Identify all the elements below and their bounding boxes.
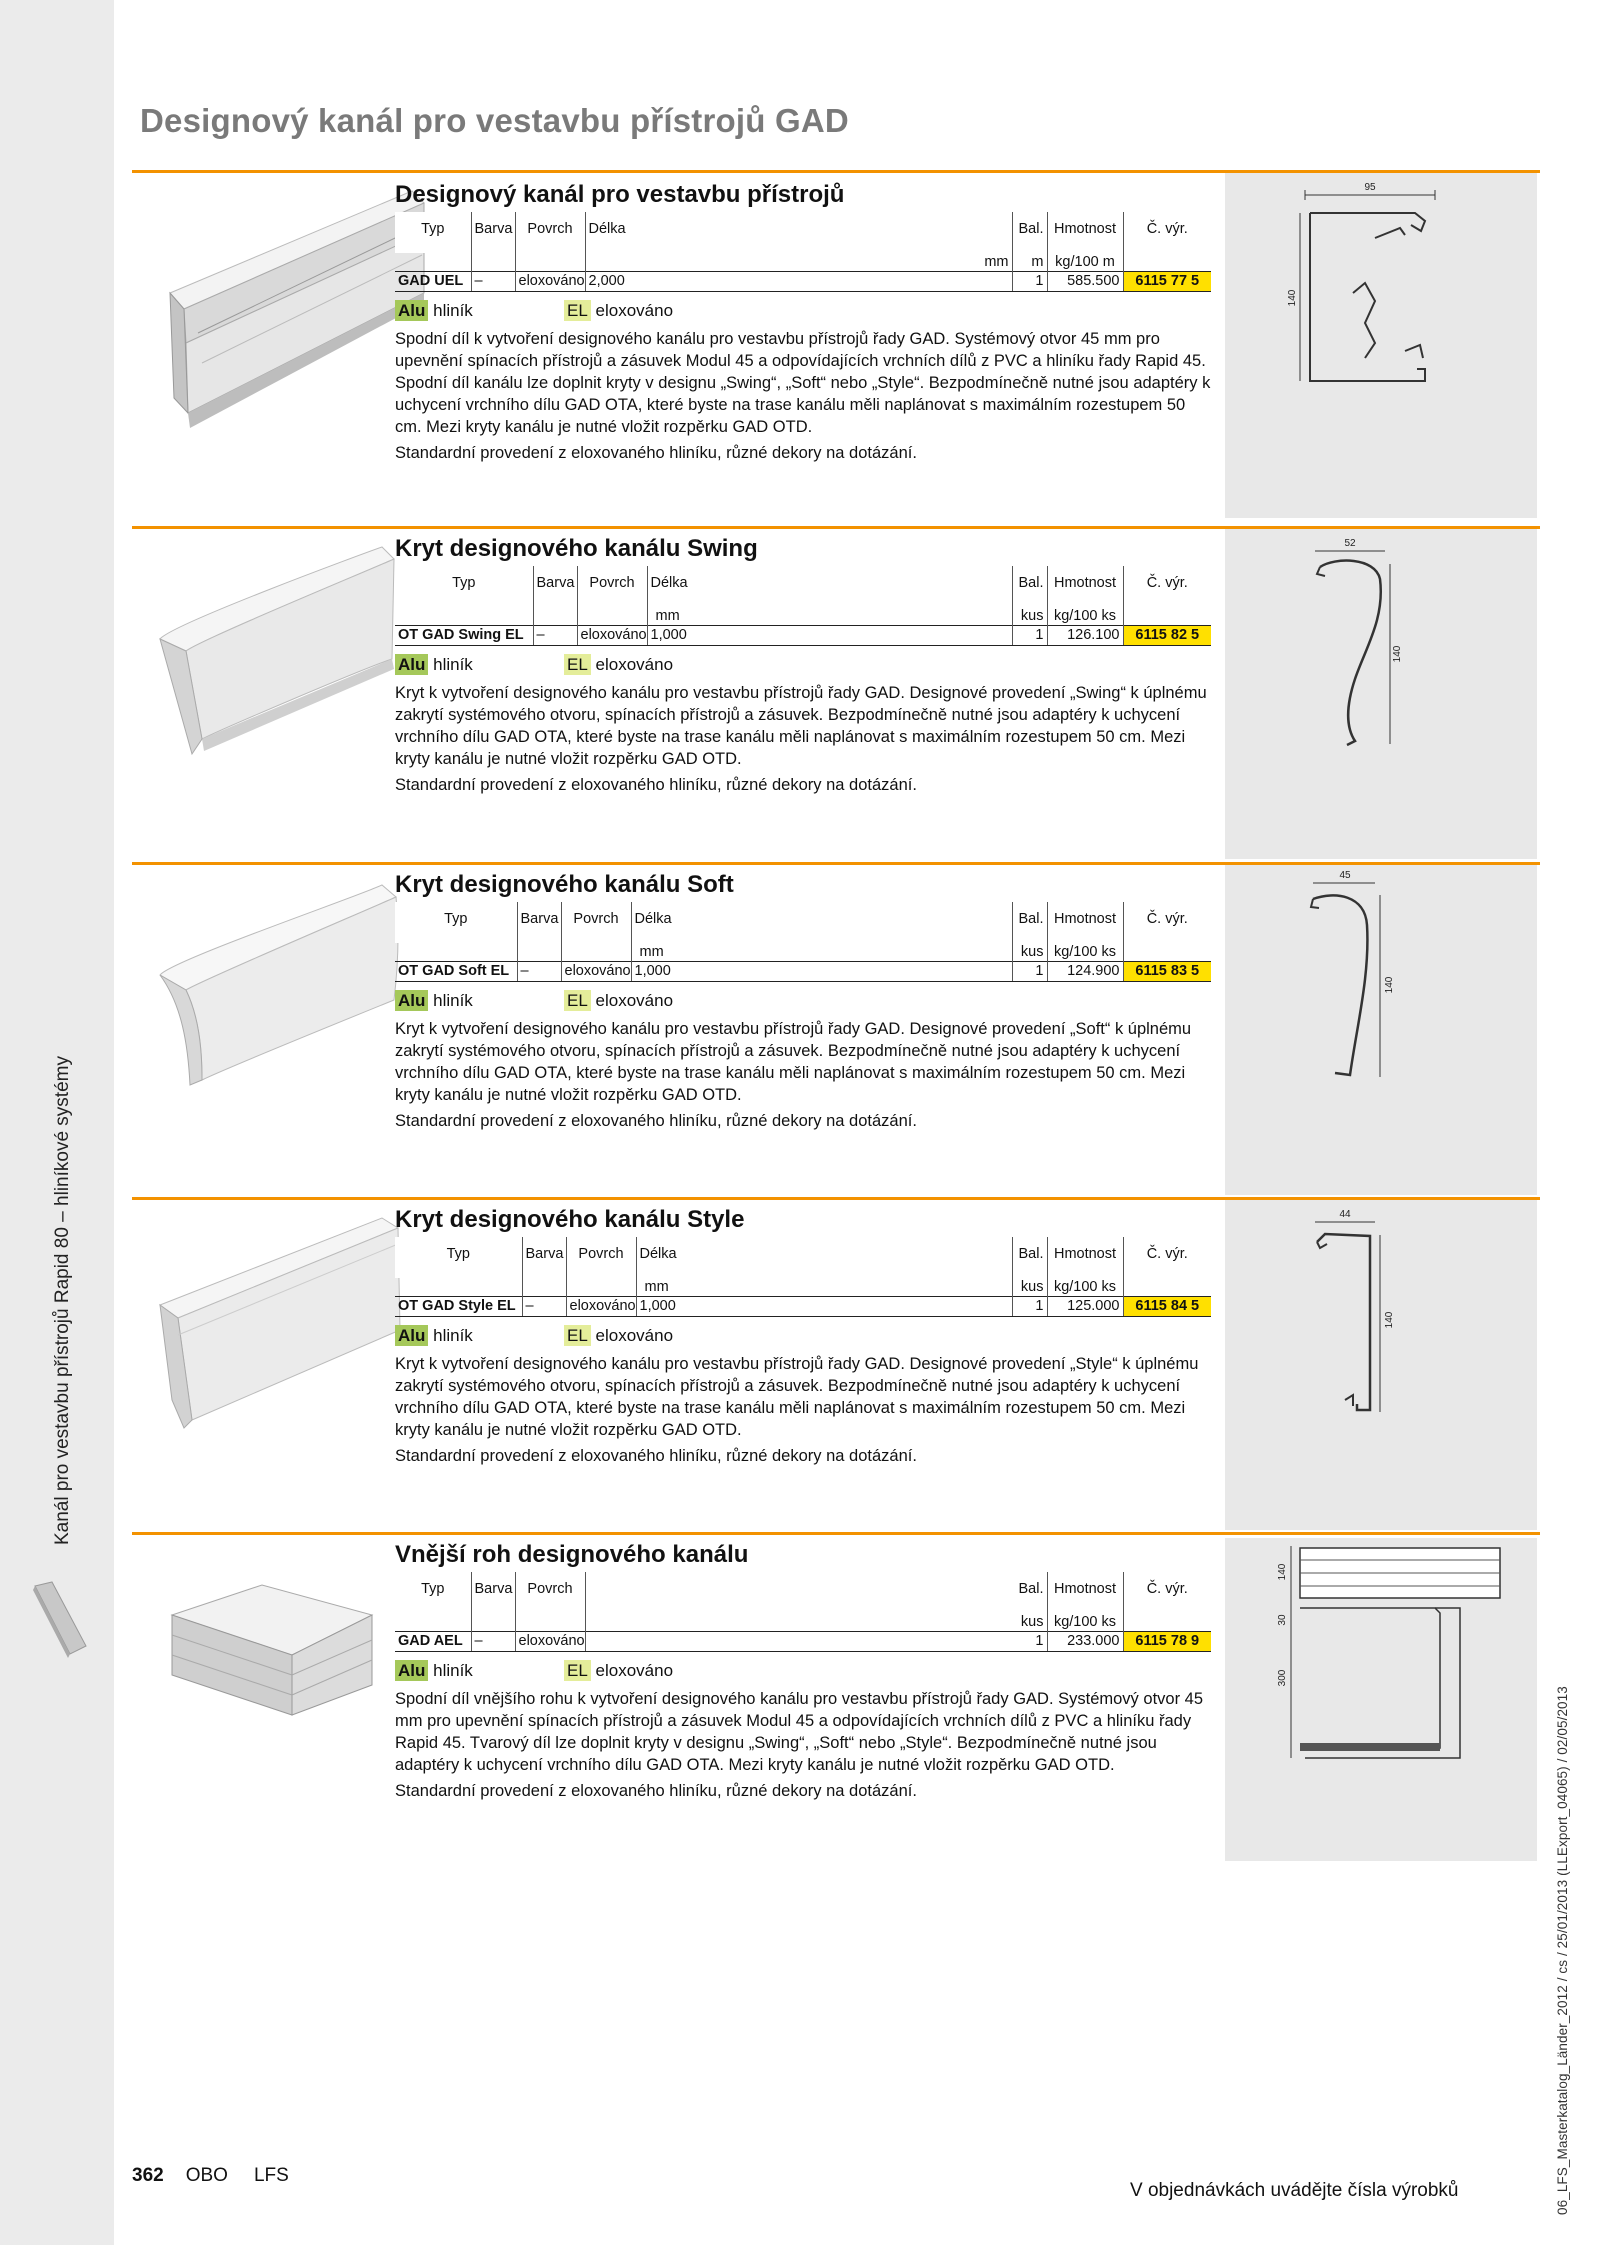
cell-typ: GAD UEL [395,272,471,292]
unit-bal: kus [1012,1278,1047,1297]
cell-barva: – [517,962,561,982]
table-row [395,962,1211,982]
col-header-cvyr: Č. výr. [1123,566,1211,607]
cell-delka: 1,000 [631,962,1012,982]
product-section-outer-corner [132,1535,1540,1865]
cell-hmotnost: 125.000 [1047,1297,1123,1317]
spec-table [395,1572,1211,1652]
cell-typ: OT GAD Soft EL [395,962,517,982]
col-header-typ: Typ [395,566,533,607]
col-header-barva: Barva [471,212,515,253]
cell-barva: – [533,626,577,646]
unit-delka: mm [636,1278,1012,1297]
product-description: Kryt k vytvoření designového kanálu pro vestavbu přístrojů řady GAD. Designové provedení „Style“ k úplnému zakrytí systémového otvoru, spínacích přístrojů a zásuvek. Bezpodmínečně nutné jsou adaptéry k uchycení vrchního dílu GAD OTA, které byste na trase kanálu měli naplánovat s maximálním rozestupem 50 cm. Mezi kryty kanálu je nutné vložit rozpěrku GAD OTD. [395,1355,1199,1439]
page-title: Designový kanál pro vestavbu přístrojů GAD [140,102,849,139]
cell-typ: GAD AEL [395,1632,471,1652]
col-header-povrch: Povrch [515,212,585,253]
cell-hmotnost: 585.500 [1047,272,1123,292]
cell-article-number: 6115 84 5 [1123,1297,1211,1317]
col-header-hmotnost: Hmotnost [1047,1237,1123,1278]
col-header-hmotnost: Hmotnost [1047,212,1123,253]
technical-drawing [1225,529,1537,859]
product-section-style [132,1200,1540,1530]
standard-note: Standardní provedení z eloxovaného hliníku, různé dekory na dotázání. [395,444,917,462]
section-title: Kryt designového kanálu Soft [395,871,734,898]
unit-hmotnost: kg/100 ks [1047,1613,1123,1632]
material-legend [395,1652,1211,1688]
alu-chip: Alu [395,654,428,675]
col-header-cvyr: Č. výr. [1123,1572,1211,1613]
cell-article-number: 6115 83 5 [1123,962,1211,982]
cell-bal: 1 [1012,962,1047,982]
col-header-hmotnost: Hmotnost [1047,1572,1123,1613]
col-header-povrch: Povrch [515,1572,585,1613]
col-header-hmotnost: Hmotnost [1047,902,1123,943]
cell-povrch: eloxováno [561,962,631,982]
col-header-delka: Délka [636,1237,1012,1278]
standard-note: Standardní provedení z eloxovaného hliníku, různé dekory na dotázání. [395,776,917,794]
section-title: Vnější roh designového kanálu [395,1541,749,1568]
unit-delka: mm [631,943,1012,962]
col-header-povrch: Povrch [566,1237,636,1278]
dim-height: 140 [1287,289,1298,307]
side-label: Kanál pro vestavbu přístrojů Rapid 80 – hliníkové systémy [52,1056,73,1545]
alu-chip: Alu [395,300,428,321]
standard-note: Standardní provedení z eloxovaného hliníku, různé dekory na dotázání. [395,1782,917,1800]
footer-note: V objednávkách uvádějte čísla výrobků [1130,2180,1459,2201]
dim-height: 140 [1384,976,1395,994]
cell-delka: 2,000 [585,272,1012,292]
technical-drawing [1225,173,1537,518]
product-content [395,532,1211,796]
el-chip: EL [564,990,591,1011]
product-content [395,868,1211,1132]
col-header-bal: Bal. [1012,1237,1047,1278]
unit-delka: mm [647,607,1012,626]
cell-povrch: eloxováno [577,626,647,646]
col-header-barva: Barva [471,1572,515,1613]
unit-hmotnost: kg/100 ks [1047,943,1123,962]
dim-width: 45 [1339,870,1351,881]
el-chip: EL [564,300,591,321]
page-footer [132,2165,315,2187]
col-header-barva: Barva [522,1237,566,1278]
table-row [395,272,1211,292]
standard-note: Standardní provedení z eloxovaného hliníku, různé dekory na dotázání. [395,1447,917,1465]
product-section-swing [132,529,1540,859]
cell-hmotnost: 124.900 [1047,962,1123,982]
col-header-hmotnost: Hmotnost [1047,566,1123,607]
cell-barva: – [522,1297,566,1317]
alu-label: hliník [433,1661,473,1680]
technical-drawing [1225,865,1537,1195]
alu-label: hliník [433,991,473,1010]
alu-label: hliník [433,301,473,320]
product-description: Kryt k vytvoření designového kanálu pro vestavbu přístrojů řady GAD. Designové provedení „Swing“ k úplnému zakrytí systémového otvoru, spínacích přístrojů a zásuvek. Bezpodmínečně nutné jsou adaptéry k uchycení vrchního dílu GAD OTA, které byste na trase kanálu měli naplánovat s maximálním rozestupem 50 cm. Mezi kryty kanálu je nutné vložit rozpěrku GAD OTD. [395,684,1207,768]
el-label: eloxováno [595,655,674,674]
col-header-cvyr: Č. výr. [1123,1237,1211,1278]
spec-table [395,902,1211,982]
brand-lfs: LFS [253,2165,289,2186]
dim-width: 95 [1364,182,1376,193]
cell-article-number: 6115 77 5 [1123,272,1211,292]
standard-note: Standardní provedení z eloxovaného hliníku, různé dekory na dotázání. [395,1112,917,1130]
dim-a: 140 [1277,1563,1288,1581]
product-content [395,178,1211,464]
cell-barva: – [471,1632,515,1652]
alu-chip: Alu [395,1660,428,1681]
unit-bal: m [1012,253,1047,272]
col-header-bal: Bal. [1012,212,1047,253]
col-header-typ: Typ [395,1237,522,1278]
el-chip: EL [564,1660,591,1681]
brand-obo: OBO [185,2165,228,2186]
spec-table [395,212,1211,292]
cell-bal: 1 [1012,1297,1047,1317]
el-label: eloxováno [595,991,674,1010]
cell-povrch: eloxováno [515,272,585,292]
col-header-delka: Délka [647,566,1012,607]
product-content [395,1203,1211,1467]
col-header-delka: Délka [631,902,1012,943]
cell-typ: OT GAD Style EL [395,1297,522,1317]
cell-povrch: eloxováno [515,1632,585,1652]
el-label: eloxováno [595,301,674,320]
unit-bal: kus [1012,607,1047,626]
unit-delka: mm [585,253,1012,272]
technical-drawing [1225,1200,1537,1530]
table-row [395,1632,1211,1652]
col-header-delka: Délka [585,212,1012,253]
unit-bal: kus [1012,943,1047,962]
el-label: eloxováno [595,1326,674,1345]
section-title: Kryt designového kanálu Swing [395,535,758,562]
el-chip: EL [564,654,591,675]
alu-label: hliník [433,655,473,674]
product-section-soft [132,865,1540,1195]
col-header-typ: Typ [395,212,471,253]
table-row [395,1297,1211,1317]
section-title: Kryt designového kanálu Style [395,1206,745,1233]
col-header-cvyr: Č. výr. [1123,902,1211,943]
cell-article-number: 6115 78 9 [1123,1632,1211,1652]
unit-hmotnost: kg/100 ks [1047,1278,1123,1297]
section-title: Designový kanál pro vestavbu přístrojů [395,181,845,208]
cell-bal: 1 [1012,272,1047,292]
cell-typ: OT GAD Swing EL [395,626,533,646]
product-section-gad-uel [132,173,1540,523]
material-legend [395,982,1211,1018]
footer-document-id: 06_LFS_Masterkatalog_Länder_2012 / cs / 25/01/2013 (LLExport_04065) / 02/05/2013 [1555,1686,1570,2215]
dim-width: 44 [1339,1209,1351,1220]
spec-table [395,566,1211,646]
unit-hmotnost: kg/100 ks [1047,607,1123,626]
cell-delka: 1,000 [647,626,1012,646]
page-number: 362 [132,2165,164,2186]
col-header-povrch: Povrch [577,566,647,607]
dim-b: 30 [1277,1614,1288,1626]
technical-drawing [1225,1538,1537,1861]
dim-width: 52 [1344,538,1356,549]
cell-delka: 1,000 [636,1297,1012,1317]
material-legend [395,646,1211,682]
side-thumbnail [30,1580,90,1660]
dim-c: 300 [1277,1669,1288,1687]
col-header-cvyr: Č. výr. [1123,212,1211,253]
material-legend [395,292,1211,328]
cell-bal: 1 [1012,1632,1047,1652]
cell-povrch: eloxováno [566,1297,636,1317]
table-row [395,626,1211,646]
col-header-barva: Barva [517,902,561,943]
material-legend [395,1317,1211,1353]
cell-hmotnost: 233.000 [1047,1632,1123,1652]
product-description: Spodní díl k vytvoření designového kanálu pro vestavbu přístrojů řady GAD. Systémový otvor 45 mm pro upevnění spínacích přístrojů a zásuvek Modul 45 a odpovídajících vrchních dílů z PVC a hliníku řady Rapid 45. Spodní díl kanálu lze doplnit kryty v designu „Swing“, „Soft“ nebo „Style“. Bezpodmínečně nutné jsou adaptéry k uchycení vrchního dílu GAD OTA, které byste na trase kanálu měli naplánovat s maximálním rozestupem 50 cm. Mezi kryty kanálu je nutné vložit rozpěrku GAD OTD. [395,330,1211,436]
cell-bal: 1 [1012,626,1047,646]
unit-hmotnost: kg/100 m [1047,253,1123,272]
el-label: eloxováno [595,1661,674,1680]
el-chip: EL [564,1325,591,1346]
unit-bal: kus [1020,1614,1044,1630]
cell-barva: – [471,272,515,292]
dim-height: 140 [1392,645,1403,663]
dim-height: 140 [1384,1311,1395,1329]
col-header-typ: Typ [395,902,517,943]
col-header-bal: Bal. [1012,902,1047,943]
product-content [395,1538,1211,1802]
alu-label: hliník [433,1326,473,1345]
alu-chip: Alu [395,990,428,1011]
col-header-bal: Bal. [1012,1572,1047,1613]
col-header-barva: Barva [533,566,577,607]
col-header-povrch: Povrch [561,902,631,943]
product-description: Kryt k vytvoření designového kanálu pro vestavbu přístrojů řady GAD. Designové provedení „Soft“ k úplnému zakrytí systémového otvoru, spínacích přístrojů a zásuvek. Bezpodmínečně nutné jsou adaptéry k uchycení vrchního dílu GAD OTA, které byste na trase kanálu měli naplánovat s maximálním rozestupem 50 cm. Mezi kryty kanálu je nutné vložit rozpěrku GAD OTD. [395,1020,1192,1104]
col-header-typ: Typ [395,1572,471,1613]
product-description: Spodní díl vnějšího rohu k vytvoření designového kanálu pro vestavbu přístrojů řady GAD. Systémový otvor 45 mm pro upevnění spínacích přístrojů a zásuvek Modul 45 a odpovídajících vrchních dílů z PVC a hliníku řady Rapid 45. Tvarový díl lze doplnit kryty v designu „Swing“, „Soft“ nebo „Style“. Bezpodmínečně nutné jsou adaptéry k uchycení vrchního dílu GAD OTA. Mezi kryty kanálu je nutné vložit rozpěrku GAD OTD. [395,1690,1204,1774]
spec-table [395,1237,1211,1317]
cell-hmotnost: 126.100 [1047,626,1123,646]
alu-chip: Alu [395,1325,428,1346]
cell-article-number: 6115 82 5 [1123,626,1211,646]
col-header-bal: Bal. [1012,566,1047,607]
